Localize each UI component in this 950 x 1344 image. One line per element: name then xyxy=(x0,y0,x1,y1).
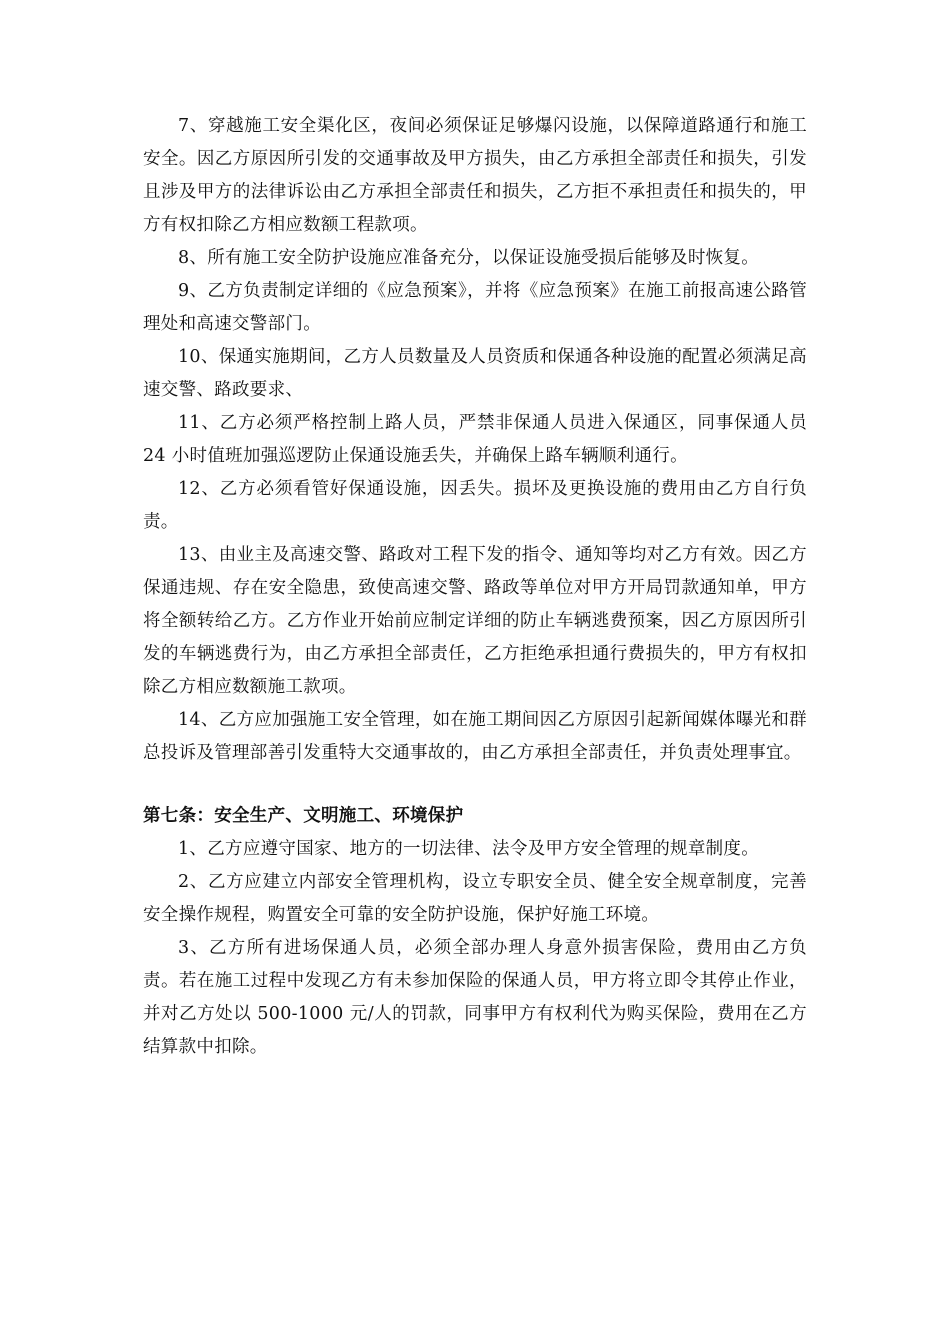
clause-item-14: 14、乙方应加强施工安全管理，如在施工期间因乙方原因引起新闻媒体曝光和群总投诉及管理部善引发重特大交通事故的，由乙方承担全部责任，并负责处理事宜。 xyxy=(143,710,807,763)
section7-item-2: 2、乙方应建立内部安全管理机构，设立专职安全员、健全安全规章制度，完善安全操作规程，购置安全可靠的安全防护设施，保护好施工环境。 xyxy=(143,872,807,925)
section-heading: 第七条：安全生产、文明施工、环境保护 xyxy=(143,806,464,826)
clause-item-10: 10、保通实施期间，乙方人员数量及人员资质和保通各种设施的配置必须满足高速交警、路政要求、 xyxy=(143,347,807,400)
document-page xyxy=(143,110,807,1064)
section7-item-3: 3、乙方所有进场保通人员，必须全部办理人身意外损害保险，费用由乙方负责。若在施工过程中发现乙方有未参加保险的保通人员，甲方将立即令其停止作业，并对乙方处以 500-1000 元/人的罚款，同事甲方有权利代为购买保险，费用在乙方结算款中扣除。 xyxy=(143,938,807,1057)
clause-item-8: 8、所有施工安全防护设施应准备充分，以保证设施受损后能够及时恢复。 xyxy=(178,248,760,268)
section7-item-1: 1、乙方应遵守国家、地方的一切法律、法令及甲方安全管理的规章制度。 xyxy=(178,839,760,859)
clause-item-7: 7、穿越施工安全渠化区，夜间必须保证足够爆闪设施，以保障道路通行和施工安全。因乙方原因所引发的交通事故及甲方损失，由乙方承担全部责任和损失，引发且涉及甲方的法律诉讼由乙方承担全部责任和损失，乙方拒不承担责任和损失的，甲方有权扣除乙方相应数额工程款项。 xyxy=(143,116,807,235)
clause-item-9: 9、乙方负责制定详细的《应急预案》，并将《应急预案》在施工前报高速公路管理处和高速交警部门。 xyxy=(143,281,807,334)
clause-item-13: 13、由业主及高速交警、路政对工程下发的指令、通知等均对乙方有效。因乙方保通违规、存在安全隐患，致使高速交警、路政等单位对甲方开局罚款通知单，甲方将全额转给乙方。乙方作业开始前应制定详细的防止车辆逃费预案，因乙方原因所引发的车辆逃费行为，由乙方承担全部责任，乙方拒绝承担通行费损失的，甲方有权扣除乙方相应数额施工款项。 xyxy=(143,545,807,697)
clause-item-12: 12、乙方必须看管好保通设施，因丢失。损坏及更换设施的费用由乙方自行负责。 xyxy=(143,479,807,532)
clause-item-11: 11、乙方必须严格控制上路人员，严禁非保通人员进入保通区，同事保通人员 24 小时值班加强巡逻防止保通设施丢失，并确保上路车辆顺利通行。 xyxy=(143,413,807,466)
